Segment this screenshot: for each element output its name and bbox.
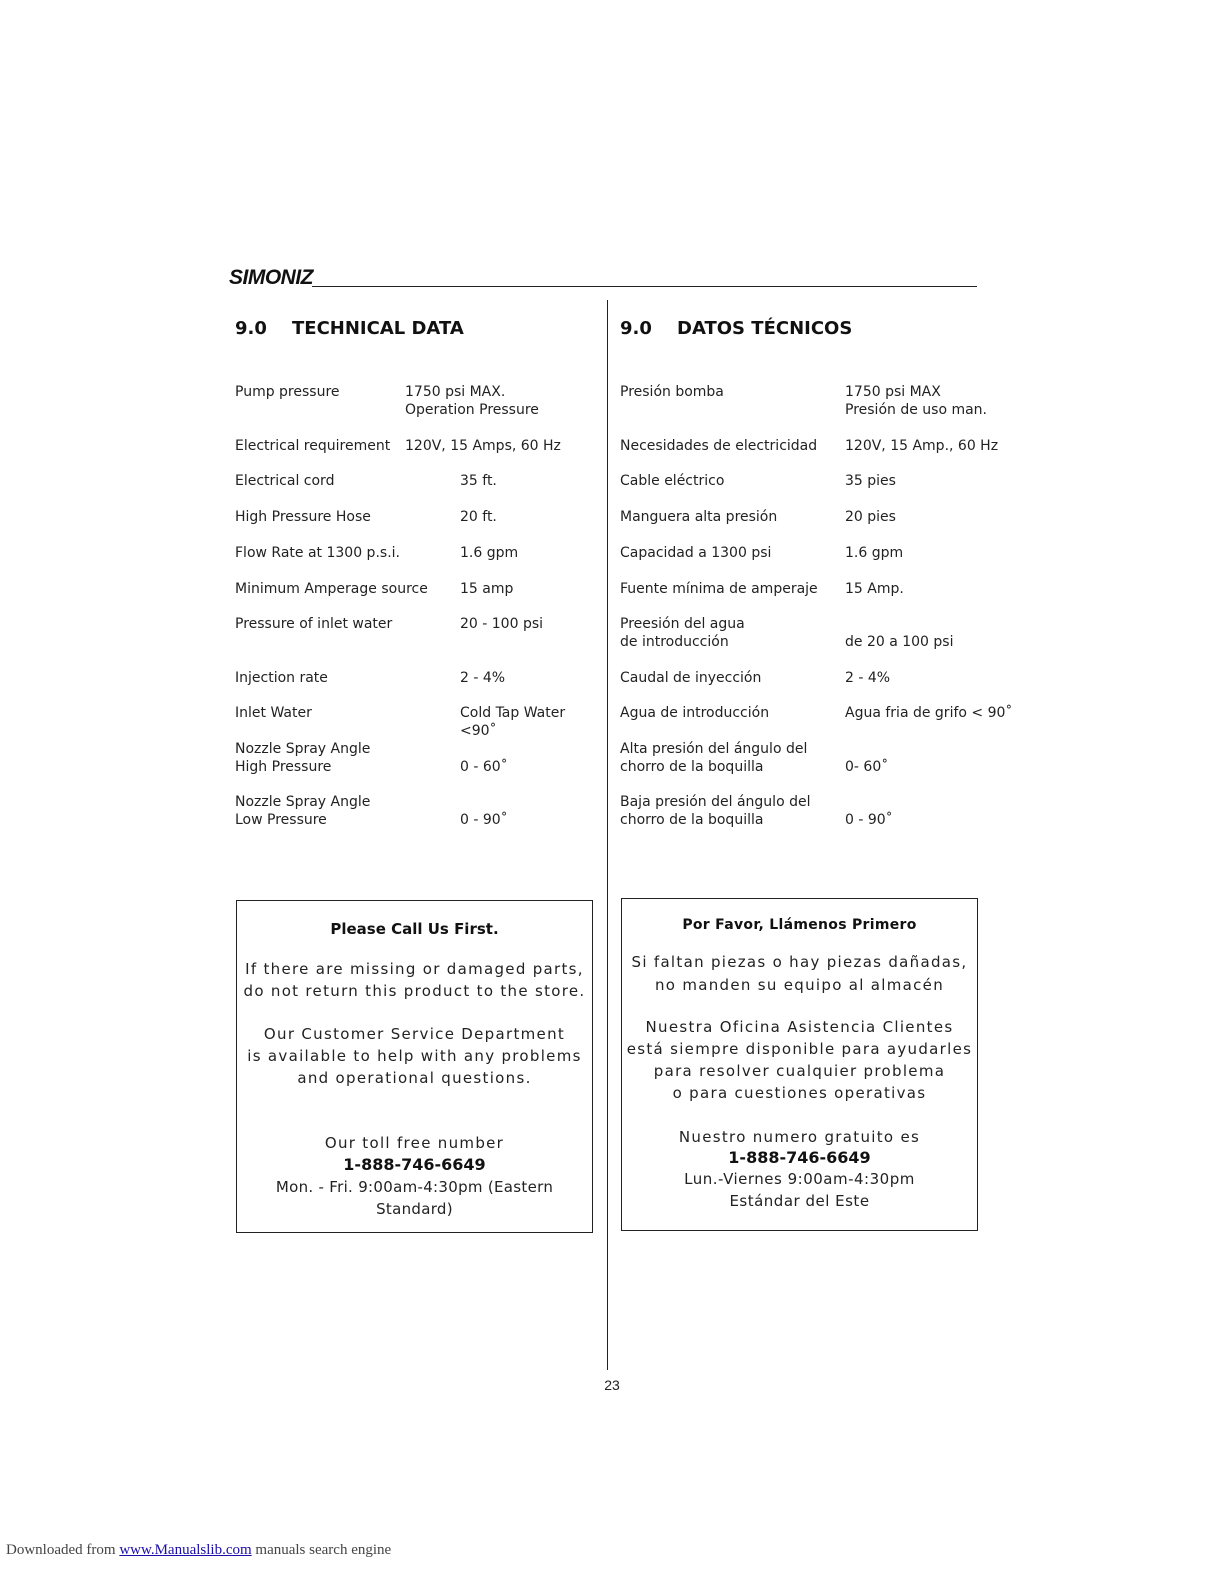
spec-label: Inlet Water — [235, 705, 312, 721]
spec-value: 2 - 4% — [460, 670, 506, 686]
section-title-text: TECHNICAL DATA — [292, 318, 464, 339]
call-box-missing-parts: Si faltan piezas o hay piezas dañadas, no manden su equipo al almacén — [631, 953, 968, 994]
spec-label: Agua de introducción — [620, 705, 770, 721]
spec-value: 120V, 15 Amp., 60 Hz — [845, 438, 999, 454]
spec-value: 1.6 gpm — [460, 545, 519, 561]
section-title-text: DATOS TÉCNICOS — [677, 318, 853, 339]
spec-label: Injection rate — [235, 670, 328, 686]
spec-label: Necesidades de electricidad — [620, 438, 818, 454]
spec-value: 1750 psi MAX Presión de uso man. — [845, 384, 988, 418]
spec-value: Agua fria de grifo < 90˚ — [845, 705, 1013, 721]
spec-label: Flow Rate at 1300 p.s.i. — [235, 545, 400, 561]
section-title-english — [235, 318, 464, 339]
spec-label: Caudal de inyección — [620, 670, 762, 686]
spec-label: Electrical cord — [235, 473, 335, 489]
phone-number: 1-888-746-6649 — [728, 1148, 871, 1167]
spec-value: 0 - 90˚ — [460, 812, 508, 828]
spec-value: de 20 a 100 psi — [845, 634, 954, 650]
call-box-service: Our Customer Service Department is available to help with any problems and operational questions. — [247, 1025, 582, 1087]
column-divider — [607, 300, 608, 1370]
header-rule — [312, 286, 977, 287]
business-hours: Lun.-Viernes 9:00am-4:30pm Estándar del Este — [684, 1170, 915, 1210]
spec-value: 0 - 60˚ — [460, 759, 508, 775]
spec-value: 120V, 15 Amps, 60 Hz — [405, 438, 561, 454]
spec-label: Pressure of inlet water — [235, 616, 393, 632]
call-us-box-spanish — [621, 898, 978, 1231]
page-number: 23 — [604, 1377, 620, 1393]
spec-value: 20 ft. — [460, 509, 497, 525]
manualslib-link[interactable]: www.Manualslib.com — [119, 1542, 252, 1558]
call-us-box-english — [236, 900, 593, 1233]
spec-value: 0 - 90˚ — [845, 812, 893, 828]
call-box-title: Please Call Us First. — [330, 920, 499, 938]
section-title-spanish — [620, 318, 852, 339]
section-number: 9.0 — [235, 318, 267, 339]
spec-value: 35 pies — [845, 473, 896, 489]
footer-suffix: manuals search engine — [251, 1542, 392, 1558]
spec-label: Nozzle Spray Angle High Pressure — [235, 741, 371, 775]
spec-label: High Pressure Hose — [235, 509, 371, 525]
call-box-service: Nuestra Oficina Asistencia Clientes está siempre disponible para ayudarles para resolver cualquier problema o para cuestiones operativas — [626, 1018, 973, 1102]
spec-label: Manguera alta presión — [620, 509, 778, 525]
spec-value: 20 - 100 psi — [460, 616, 544, 632]
spec-label: Nozzle Spray Angle Low Pressure — [235, 794, 371, 828]
phone-number: 1-888-746-6649 — [343, 1155, 486, 1174]
spec-label: Minimum Amperage source — [235, 581, 428, 597]
spec-value: 1.6 gpm — [845, 545, 904, 561]
spec-label: Preesión del agua de introducción — [620, 616, 745, 650]
call-box-missing-parts: If there are missing or damaged parts, do not return this product to the store. — [243, 960, 586, 1000]
spec-label: Presión bomba — [620, 384, 724, 400]
spec-value: 20 pies — [845, 509, 896, 525]
call-box-toll-free-label: Our toll free number — [324, 1134, 505, 1152]
spec-value: 0- 60˚ — [845, 759, 889, 775]
spec-value: 1750 psi MAX. Operation Pressure — [405, 384, 539, 418]
spec-label: Baja presión del ángulo del chorro de la boquilla — [620, 794, 811, 828]
spec-label: Fuente mínima de amperaje — [620, 581, 818, 597]
spec-label: Pump pressure — [235, 384, 340, 400]
brand-logo: SIMONIZ — [229, 266, 313, 289]
spec-value: Cold Tap Water <90˚ — [460, 705, 566, 739]
call-box-title: Por Favor, Llámenos Primero — [682, 917, 917, 933]
spec-value: 15 Amp. — [845, 581, 904, 597]
spec-label: Alta presión del ángulo del chorro de la boquilla — [620, 741, 808, 775]
spec-label: Capacidad a 1300 psi — [620, 545, 772, 561]
footer-prefix: Downloaded from — [6, 1542, 120, 1558]
spec-label: Electrical requirement — [235, 438, 391, 454]
call-box-toll-free-label: Nuestro numero gratuito es — [678, 1128, 921, 1146]
business-hours: Mon. - Fri. 9:00am-4:30pm (Eastern Standard) — [275, 1178, 554, 1218]
section-number: 9.0 — [620, 318, 652, 339]
spec-value: 2 - 4% — [845, 670, 891, 686]
spec-label: Cable eléctrico — [620, 473, 725, 489]
spec-value: 35 ft. — [460, 473, 497, 489]
spec-value: 15 amp — [460, 581, 514, 597]
download-footer — [6, 1542, 391, 1559]
